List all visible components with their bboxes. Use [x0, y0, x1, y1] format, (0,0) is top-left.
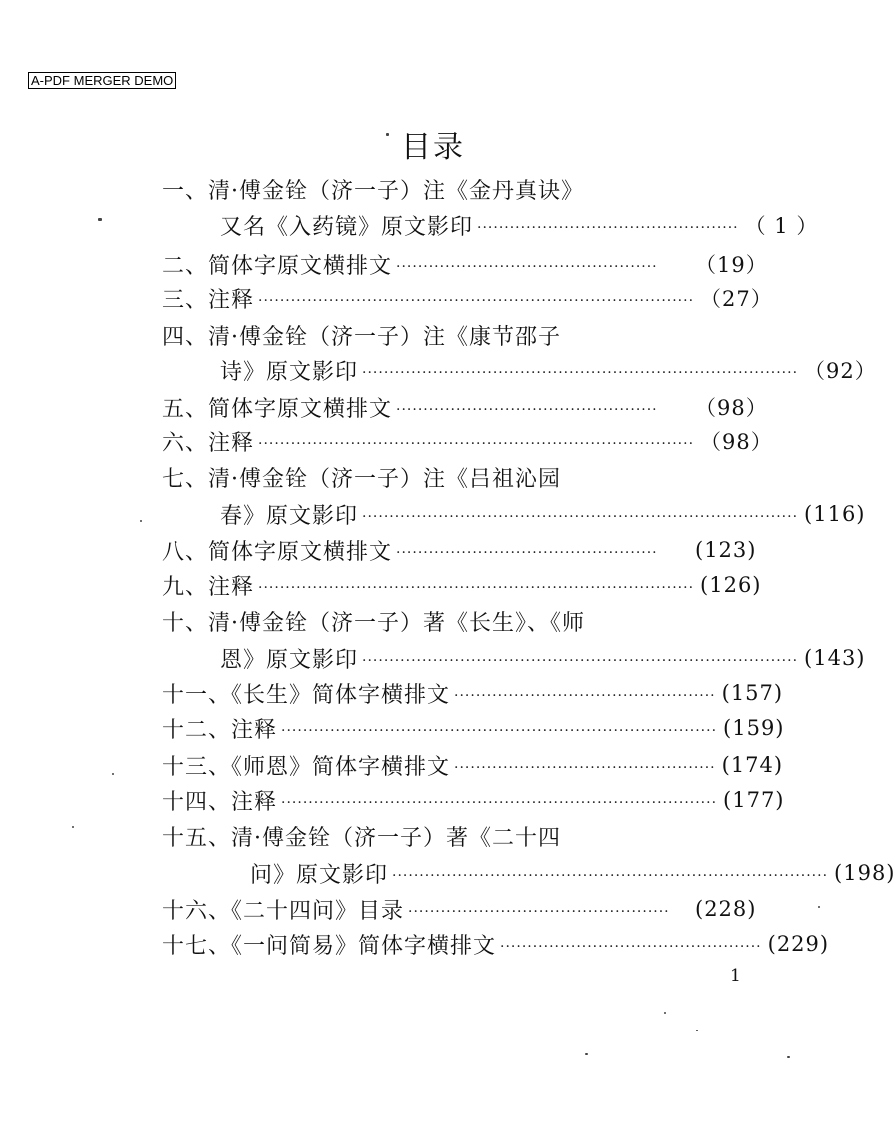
toc-entry — [162, 894, 765, 924]
scan-speck — [696, 1030, 698, 1031]
page-number: 1 — [730, 966, 741, 986]
dot-leader: ················································································ — [258, 436, 695, 452]
dot-leader: ················································································ — [362, 509, 799, 525]
scan-speck — [818, 906, 820, 908]
toc-page-number: (157) — [721, 681, 784, 705]
dot-leader: ················································································ — [281, 723, 718, 739]
dot-leader: ················································································ — [362, 653, 799, 669]
toc-entry-text: 十一、《长生》简体字横排文 — [162, 682, 451, 708]
dot-leader: ················································ — [396, 402, 658, 418]
toc-entry-text: 七、清·傅金铨（济一子）注《吕祖沁园 — [162, 466, 561, 492]
toc-entry — [220, 643, 866, 673]
dot-leader: ················································································ — [362, 365, 799, 381]
toc-entry — [162, 462, 762, 492]
dot-leader: ················································ — [408, 904, 670, 920]
scan-speck — [386, 133, 389, 136]
toc-entry-text: 一、清·傅金铨（济一子）注《金丹真诀》 — [162, 178, 584, 204]
toc-entry-text: 五、简体字原文横排文 — [162, 396, 393, 422]
toc-page-number: （98） — [695, 396, 768, 420]
toc-page-number: （ 1 ） — [744, 214, 819, 238]
toc-entry-text: 八、简体字原文横排文 — [162, 539, 393, 565]
toc-page-number: （98） — [700, 430, 773, 454]
toc-entry-text: 恩》原文影印 — [220, 647, 359, 673]
toc-entry — [220, 355, 877, 385]
scan-speck — [787, 1056, 790, 1058]
toc-entry — [162, 392, 768, 422]
toc-page-number: (143) — [804, 646, 866, 670]
scan-speck — [72, 826, 74, 828]
toc-page-number: (174) — [721, 753, 784, 777]
toc-page-number: （27） — [700, 287, 773, 311]
toc-entry-text: 九、注释 — [162, 574, 255, 600]
toc-entry — [162, 283, 773, 313]
toc-page-number: (159) — [723, 716, 785, 740]
toc-page-number: (228) — [695, 897, 757, 921]
toc-entry — [162, 320, 762, 350]
dot-leader: ················································································ — [258, 580, 695, 596]
toc-entry — [250, 858, 896, 888]
toc-page-number: (126) — [700, 573, 762, 597]
toc-entry — [220, 499, 866, 529]
toc-entry — [162, 785, 785, 815]
toc-page-number: (198) — [834, 861, 896, 885]
toc-entry — [162, 713, 785, 743]
toc-entry-text: 春》原文影印 — [220, 503, 359, 529]
toc-page-number: （92） — [804, 359, 877, 383]
toc-entry-text: 十二、注释 — [162, 717, 278, 743]
scan-speck — [140, 520, 142, 522]
toc-entry — [162, 249, 768, 279]
toc-entry-text: 十五、清·傅金铨（济一子）著《二十四 — [162, 825, 561, 851]
dot-leader: ················································································ — [258, 293, 695, 309]
toc-entry-text: 十三、《师恩》简体字横排文 — [162, 754, 451, 780]
dot-leader: ················································································ — [281, 795, 718, 811]
toc-entry-text: 问》原文影印 — [250, 862, 389, 888]
scan-speck — [112, 773, 114, 775]
toc-page-number: (229) — [767, 932, 830, 956]
toc-entry-text: 十、清·傅金铨（济一子）著《长生》、《师 — [162, 610, 585, 636]
toc-entry — [162, 750, 784, 780]
toc-entry-text: 六、注释 — [162, 430, 255, 456]
toc-entry-text: 三、注释 — [162, 287, 255, 313]
dot-leader: ················································ — [396, 545, 658, 561]
toc-entry-text: 十六、《二十四问》目录 — [162, 898, 405, 924]
toc-entry — [220, 210, 819, 240]
toc-page-number: (116) — [804, 502, 866, 526]
watermark-label: A-PDF MERGER DEMO — [28, 72, 176, 89]
toc-entry — [162, 678, 784, 708]
toc-entry-text: 又名《入药镜》原文影印 — [220, 214, 474, 240]
toc-entry — [162, 821, 762, 851]
dot-leader: ················································ — [396, 259, 658, 275]
dot-leader: ················································ — [454, 688, 716, 704]
page-title: 目录 — [401, 130, 465, 165]
dot-leader: ················································································ — [392, 868, 829, 884]
dot-leader: ················································ — [454, 760, 716, 776]
toc-page-number: （19） — [695, 253, 768, 277]
toc-entry — [162, 174, 762, 204]
toc-entry — [162, 535, 765, 565]
toc-entry — [162, 570, 765, 600]
toc-page-number: (123) — [695, 538, 757, 562]
toc-entry — [162, 426, 773, 456]
toc-page-number: (177) — [723, 788, 785, 812]
toc-entry — [162, 929, 830, 959]
scan-speck — [98, 218, 102, 221]
toc-entry-text: 二、简体字原文横排文 — [162, 253, 393, 279]
toc-entry-text: 诗》原文影印 — [220, 359, 359, 385]
toc-entry-text: 十四、注释 — [162, 789, 278, 815]
scan-speck — [664, 1012, 666, 1014]
toc-entry-text: 十七、《一问简易》简体字横排文 — [162, 933, 497, 959]
toc-entry-text: 四、清·傅金铨（济一子）注《康节邵子 — [162, 324, 561, 350]
dot-leader: ················································ — [500, 939, 762, 955]
scan-speck — [585, 1053, 588, 1055]
dot-leader: ················································ — [477, 220, 739, 236]
toc-entry — [162, 606, 762, 636]
